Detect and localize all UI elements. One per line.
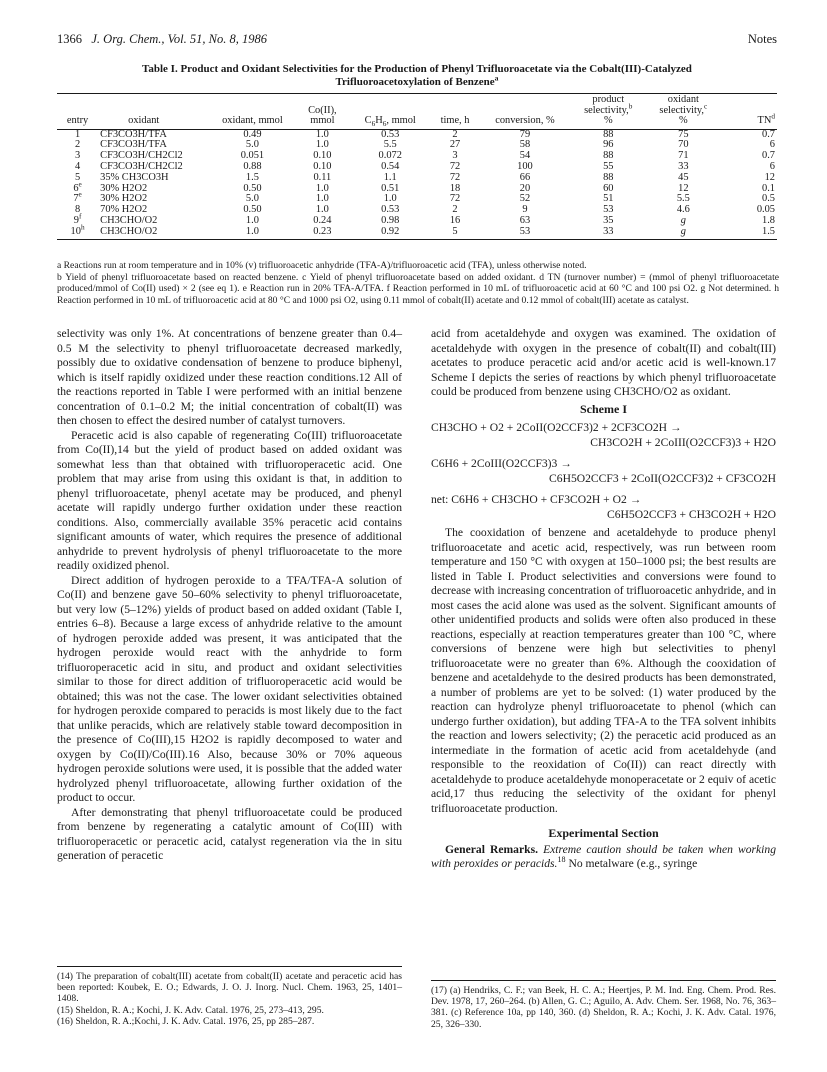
cell-psel-value: 96 [603,139,614,151]
cell-osel-value: 4.6 [676,204,690,216]
cell-conversion-value: 9 [522,204,528,216]
header-psel-sup: b [628,102,633,111]
cell-oxidant-value: CF3CO3H/TFA [100,139,167,151]
cell-tn-value: 1.8 [762,215,775,227]
cell-time-value: 2 [452,204,458,216]
cell-conversion-value: 79 [519,128,531,140]
header-co-line1: Co(II), [308,104,337,116]
cell-co [294,227,352,240]
scheme-equation-line: CH3CHO + O2 + 2CoII(O2CCF3)2 + 2CF3CO2H → [431,421,682,434]
cell-tn [719,129,777,140]
table-row [57,227,777,240]
cell-osel-value: g [680,215,686,227]
header-benzene-h: H [375,115,383,127]
caution-ref: 18 [557,855,566,865]
journal-name: J. Org. Chem., [91,32,165,46]
cell-time-value: 27 [449,139,461,151]
cell-entry-value: 4 [74,161,81,173]
volume-issue: Vol. 51, No. 8, 1986 [167,32,267,46]
cell-time-value: 72 [449,171,461,183]
table-caption-line2-wrap [57,73,777,89]
cell-conversion-value: 20 [519,182,531,194]
cell-co-value: 0.10 [313,150,332,162]
header-co-line2: mmol [310,115,335,127]
run-in-heading: General Remarks. [445,842,538,856]
scheme-equation-line: C6H6 + 2CoIII(O2CCF3)3 → [431,457,572,470]
cell-conversion-value: 53 [519,225,531,237]
table-row [57,173,777,184]
table-header-row [57,94,777,130]
header-benzene-sub1: 6 [371,120,376,129]
cell-psel-value: 33 [603,225,614,237]
cell-osel-value: 5.5 [676,193,690,205]
cell-oxidant-value: 70% H2O2 [100,204,148,216]
cell-time-value: 72 [449,161,461,173]
cell-oxidant-mmol-value: 5.0 [245,139,259,151]
table-row [57,205,777,216]
cell-entry-value: 3 [74,150,81,162]
cell-tn [719,151,777,162]
cell-conversion-value: 100 [517,161,533,173]
header-osel-line1: oxidant [667,94,699,105]
cell-osel-value: 45 [678,171,689,183]
cell-tn [719,227,777,240]
cell-time [429,227,480,240]
cell-psel [569,227,647,240]
header-time: time, h [429,94,480,130]
header-entry: entry [57,94,98,130]
cell-oxidant-mmol-value: 0.50 [243,182,262,194]
section-label: Notes [747,32,777,46]
header-oxidant-mmol: oxidant, mmol [211,94,293,130]
cell-benzene-value: 1.1 [383,171,397,183]
reference-17: (17) (a) Hendriks, C. F.; van Beek, H. C. A.; Heertjes, P. M. Ind. Eng. Chem. Prod. Res. Dev. 1978, 17, 260–264. (b) Allen, G. C.; Aguilo, A. Adv. Chem. Ser. 1968, No. 76, 363–381. (c) Reference 10a, pp 140, 360. (d) Sheldon, R. A.; Kochi, J. K. Adv. Catal. 1976, 25, 326–330. [431,985,776,1030]
page-number: 1366 [57,32,82,46]
cell-osel-value: 71 [678,150,689,162]
table-row [57,194,777,205]
cell-benzene-value: 5.5 [383,139,397,151]
cell-benzene-value: 0.98 [381,215,400,227]
cell-osel-value: 70 [678,139,689,151]
body-paragraph: selectivity was only 1%. At concentrations of benzene greater than 0.4–0.5 M the selectivity to phenyl trifluoroacetate decreased markedly, possibly due to oxidative condensation of benzene to produce biphenyl, which is itself rapidly oxidized under these reaction conditions.12 All of the reactions reported in Table I were performed with an initial benzene concentration of 0.1–0.2 M; the initial concentration of cobalt(II) was then chosen to effect the desired number of catalyst turnovers. [57,327,402,427]
header-psel-line2: selectivity, [584,104,629,116]
scheme-equation-line: CH3CO2H + 2CoIII(O2CCF3)3 + H2O [590,436,776,449]
cell-oxidant-mmol-value: 1.0 [245,225,259,237]
cell-oxidant-mmol-value: 1.0 [245,215,259,227]
cell-oxidant-mmol-value: 5.0 [245,193,259,205]
cell-co-value: 0.23 [313,225,332,237]
cell-entry-value: 8 [74,204,81,216]
cell-benzene-value: 0.54 [381,161,400,173]
running-head [57,32,777,50]
header-product-selectivity [569,94,647,130]
body-column-right [431,327,776,872]
table-caption-line2: Trifluoroacetoxylation of Benzene [335,76,495,88]
body-paragraph: The cooxidation of benzene and acetaldehyde to produce phenyl trifluoroacetate and acetic acid, respectively, was run between room temperature and 150 °C with oxygen at 150–1000 psi; the best results are listed in Table I. Product selectivities and conversions were found to decrease with increasing concentration of trifluoroacetic anhydride, and in most cases the acid alone was used as the solvent. Significant amounts of other unidentified products and solids were often also produced in these reactions, especially at reaction temperatures greater than 100 °C, where conversions of benzene were high but selectivities to phenyl trifluoroacetate were no greater than 6%. Although the cooxidation of benzene and acetaldehyde to the desired products has been demonstrated, a number of problems are yet to be solved: (1) water produced by the reaction can hydrolyze phenyl trifluoroacetate to phenol (which can undergo further oxidation), but adding TFA-A to the TFA solvent inhibits the reaction and lowers selectivity; (2) the peracetic acid produced as an intermediate in the formation of acetic acid from acetaldehyde (and responsible to the reoxidation of Co(II)) can react directly with acetaldehyde to produce acetaldehyde monoperacetate or 2 equiv of acetic acid,17 thus reducing the selectivity of the oxidant for phenyl trifluoroacetate production. [431,526,776,815]
experimental-paragraph [431,843,776,872]
cell-oxidant-value: 30% H2O2 [100,182,148,194]
table-row [57,184,777,195]
cell-entry-sup: e [78,180,82,189]
cell-co-value: 1.0 [315,204,329,216]
cell-oxidant-value: CF3CO3H/CH2Cl2 [100,161,183,173]
reference-15: (15) Sheldon, R. A.; Kochi, J. K. Adv. Catal. 1976, 25, 273–413, 295. [57,1004,324,1016]
cell-entry-value: 1 [74,128,81,140]
scheme-equation-line: C6H5O2CCF3 + 2CoII(O2CCF3)2 + CF3CO2H [549,472,776,485]
header-benzene-unit: , mmol [386,115,416,127]
cell-co-value: 0.11 [313,171,332,183]
cell-entry-sup: e [78,190,82,199]
cell-oxidant-mmol-value: 0.051 [240,150,265,162]
cell-psel-value: 51 [603,193,614,205]
cell-psel-value: 88 [603,171,614,183]
cell-oxidant-value: CH3CHO/O2 [100,225,158,237]
cell-oxidant [98,227,211,240]
cell-entry-value: 6 [73,182,79,194]
cell-entry-sup: h [80,223,85,232]
cell-oxidant-mmol-value: 1.5 [245,171,259,183]
header-oxidant: oxidant [98,94,211,130]
cell-benzene-value: 0.51 [381,182,400,194]
cell-oxidant-mmol [211,227,293,240]
references-left [57,966,402,1027]
header-co [294,94,352,130]
cell-entry-value: 7 [73,193,79,205]
cell-tn-value: 0.1 [762,182,775,194]
cell-tn-value: 1.5 [762,225,775,237]
table-row [57,216,777,227]
cell-conversion-value: 66 [519,171,531,183]
cell-time-value: 3 [452,150,458,162]
reference-16: (16) Sheldon, R. A.;Kochi, J. K. Adv. Catal. 1976, 25, pp 285–287. [57,1015,315,1027]
cell-tn-value: 0.7 [762,128,775,140]
running-head-left [57,32,267,47]
header-psel-line3: % [603,115,613,127]
table-caption-sup: a [494,73,499,83]
cell-psel-value: 55 [603,161,614,173]
header-benzene-sub2: 6 [382,120,387,129]
footnote-a: a Reactions run at room temperature and in 10% (v) trifluoroacetic anhydride (TFA-A)/trifluoroacetic acid (TFA), unless otherwise noted. [57,260,587,271]
cell-time-value: 16 [449,215,461,227]
body-paragraph: Peracetic acid is also capable of regenerating Co(III) trifluoroacetate from Co(II),14 but the yield of product based on added oxidant was somewhat less than that obtained with trifluoroperacetic acid. One problem that may arise from using this oxidant is that, in addition to phenyl trifluoroacetate, phenyl acetate may be produced, and phenyl acetate will rapidly undergo further oxidation under these reaction conditions. Also, commercially available 35% peracetic acid contains significant amounts of water, which requires the presence of additional anhydride to prevent hydrolysis of phenyl trifluoroacetate to the more readily oxidized phenol. [57,428,402,572]
cell-oxidant-value: 35% CH3CO3H [100,171,169,183]
cell-conversion [481,227,569,240]
cell-benzene-value: 1.0 [383,193,397,205]
scheme-equation-line: C6H5O2CCF3 + CH3CO2H + H2O [607,508,776,521]
results-table [57,93,777,240]
cell-oxidant-value: CF3CO3H/CH2Cl2 [100,150,183,162]
cell-entry-value: 5 [74,171,81,183]
header-conversion: conversion, % [481,94,569,130]
cell-co-value: 0.10 [313,161,332,173]
cell-entry-value: 9 [73,215,79,227]
cell-osel-value: 33 [678,161,689,173]
cell-entry-value: 10 [70,225,81,237]
cell-co-value: 1.0 [315,182,329,194]
body-paragraph: Direct addition of hydrogen peroxide to a TFA/TFA-A solution of Co(II) and benzene gave 50–60% selectivity to phenyl trifluoroacetate, but very low (5–12%) yields of product based on added oxidant (Table I, entries 6–8). Because a large excess of anhydride relative to the amount of hydrogen peroxide added was present, it was anticipated that the hydrogen peroxide would react with the anhydride to form trifluoroperacetic acid in situ, and product and oxidant selectivities similar to those for direct addition of trifluoroperacetic acid would be obtained; this was not the case. The lower oxidant selectivities obtained for hydrogen peroxide compared to peracids is most likely due to the fact that unlike peracids, which are relatively stable toward decomposition in the presence of Co(III),15 H2O2 is rapidly decomposed to water and oxygen by Co(II)/Co(III).16 Also, because 30% or 70% aqueous hydrogen peroxide solutions were used, it is possible that the added water hydrolyzed phenyl trifluoroacetate, allowing further oxidation of the product to occur. [57,573,402,804]
header-osel-line2: selectivity, [659,104,705,116]
cell-psel-value: 60 [603,182,614,194]
body-paragraph: acid from acetaldehyde and oxygen was examined. The oxidation of acetaldehyde with oxygen in the presence of cobalt(II) and cobalt(III) acetates to produce peracetic acid and/or acetic acid is well-known.17 Scheme I depicts the series of reactions by which phenyl trifluoroacetate could be produced from benzene using CH3CHO/O2 as oxidant. [431,327,776,398]
cell-entry [57,223,98,240]
header-tn-sup: d [771,112,775,121]
cell-oxidant-value: 30% H2O2 [100,193,148,205]
header-benzene [351,94,429,130]
cell-time-value: 18 [449,182,461,194]
cell-tn-value: 6 [769,139,775,151]
cell-time-value: 72 [449,193,461,205]
cell-conversion-value: 58 [519,139,531,151]
cell-conversion-value: 52 [519,193,531,205]
table-caption-line1: Table I. Product and Oxidant Selectivities for the Production of Phenyl Trifluoroacetate via the Cobalt(III)-Catalyzed [142,63,692,75]
header-oxidant-selectivity [647,94,719,130]
cell-psel-value: 53 [603,204,614,216]
cell-benzene-value: 0.53 [381,128,400,140]
experimental-text: No metalware (e.g., syringe [568,857,698,870]
cell-conversion-value: 63 [519,215,531,227]
header-tn-label: TN [757,115,772,127]
cell-osel-value: g [680,225,686,237]
cell-tn-value: 6 [769,161,775,173]
cell-benzene-value: 0.53 [381,204,400,216]
cell-psel-value: 35 [603,215,614,227]
cell-tn-value: 0.7 [762,150,775,162]
experimental-section-title: Experimental Section [548,826,659,840]
cell-tn-value: 0.5 [762,193,775,205]
cell-time-value: 2 [452,128,458,140]
cell-osel [647,227,719,240]
cell-entry-sup: f [78,212,82,221]
cell-tn-value: 0.05 [756,204,775,216]
cell-co-value: 1.0 [315,139,329,151]
cell-oxidant-mmol-value: 0.49 [243,128,262,140]
footnote-b-h: b Yield of phenyl trifluoroacetate based on reacted benzene. c Yield of phenyl trifluoroacetate based on added oxidant. d TN (turnover number) = (mmol of phenyl trifluoroacetate produced/mmol of Co(II) used) × 2 (see eq 1). e Reaction run in 20% TFA-A/TFA. f Reaction performed in 10 mL of trifluoroacetic acid at 60 °C and 100 psi O2. g Not determined. h Reaction performed in 10 mL of trifluoroacetic acid at 80 °C and 1000 psi O2, using 0.11 mmol of cobalt(II) acetate and 0.12 mmol of cobalt(III) acetate as catalyst. [57,271,779,306]
header-osel-line3: % [679,115,688,127]
header-osel-sup: c [704,102,708,111]
cell-entry-value: 2 [74,139,81,151]
cell-co-value: 1.0 [315,193,329,205]
cell-osel-value: 12 [678,182,689,194]
cell-osel-value: 75 [678,128,689,140]
scheme-equation-line: net: C6H6 + CH3CHO + CF3CO2H + O2 → [431,493,642,506]
cell-time-value: 5 [452,225,458,237]
cell-co-value: 1.0 [315,128,329,140]
references-right [431,980,776,1030]
body-paragraph: After demonstrating that phenyl trifluoroacetate could be produced from benzene by regenerating a catalytic amount of Co(III) with trifluoroperacetic or peracetic acid, catalyst regeneration via the in situ generation of peracetic [57,805,402,862]
caution-text: Extreme caution should be taken when working with peroxides or peracids. [431,842,776,870]
table-body [57,129,777,240]
cell-psel-value: 88 [603,128,614,140]
cell-oxidant-value: CF3CO3H/TFA [100,128,167,140]
cell-oxidant-value: CH3CHO/O2 [100,215,158,227]
cell-benzene-value: 0.92 [381,225,400,237]
header-benzene-c: C [364,115,372,127]
cell-co-value: 0.24 [313,215,332,227]
header-tn [719,94,777,130]
body-column-left [57,327,402,864]
cell-benzene [351,227,429,240]
cell-oxidant-mmol-value: 0.50 [243,204,262,216]
table-footnotes [57,260,779,306]
cell-oxidant-mmol-value: 0.88 [243,161,262,173]
scheme-title: Scheme I [580,401,627,416]
table-caption [57,63,777,89]
cell-conversion-value: 54 [519,150,531,162]
cell-tn-value: 12 [764,171,775,183]
cell-psel-value: 88 [603,150,614,162]
cell-benzene-value: 0.072 [378,150,402,162]
reference-14: (14) The preparation of cobalt(III) acetate from cobalt(II) acetate and peracetic acid has been reported: Koubek, E. O.; Edwards, J. O. J. Inorg. Nucl. Chem. 1963, 25, 1401–1408. [57,971,402,1005]
header-psel-line1: product [592,94,625,105]
